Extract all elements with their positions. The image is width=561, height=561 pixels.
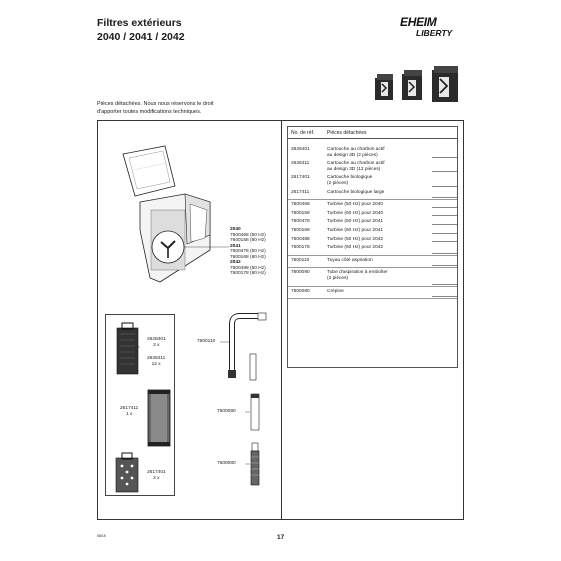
part-ref: 7600168 [291, 227, 310, 233]
table-row [288, 287, 457, 300]
turbine-model-list: 2040 7600468 (50 Hz) 7600158 (60 Hz) 2041 7600478 (50 Hz) 7600168 (60 Hz) 2042 7600488 (50 Hz) 7600178 (60 Hz) [230, 227, 266, 276]
footer-code: 08/15 [97, 534, 106, 538]
callout-7600110: 7600110 [197, 339, 216, 344]
page-number: 17 [277, 534, 285, 541]
spare-parts-table [287, 126, 458, 368]
quantity-blank [432, 233, 457, 234]
column-ref: No. de réf. [291, 129, 315, 136]
part-ref: 7600178 [291, 245, 310, 251]
carbon-cartridge-drawing [115, 322, 140, 377]
part-ref: 2628401 [291, 147, 310, 152]
part-description-line: Crépine [327, 288, 344, 294]
brand-line: LIBERTY [416, 28, 453, 38]
part-description-line: au design 3D (2 pièces) [327, 152, 378, 158]
bio-cartridge-large-drawing [145, 388, 173, 448]
strainer-drawing [245, 442, 265, 487]
table-row [288, 243, 457, 256]
part-description [327, 237, 429, 243]
quantity-blank [432, 186, 457, 187]
callout-7600080: 7600080 [217, 461, 236, 466]
part-description-line: Tuyau côté aspiration [327, 257, 373, 263]
part-description-line: Tube d'aspiration à emboîter [327, 270, 388, 276]
part-description-line: Turbine (60 Hz) pour 2042 [327, 245, 384, 251]
spare-parts-note: Pièces détachées. Nous nous réservons le droit d'apporter toutes modifications techniques. [97, 101, 214, 115]
part-description [327, 147, 429, 158]
part-ref: 7600468 [291, 202, 310, 208]
part-description [327, 175, 429, 186]
quantity-blank [432, 197, 457, 198]
part-description-line: Turbine (50 Hz) pour 2042 [327, 236, 384, 242]
part-ref: 7600478 [291, 219, 310, 225]
callout-2617401: 2617401 2 x [147, 470, 166, 481]
part-description-line: Turbine (50 Hz) pour 2040 [327, 202, 384, 208]
part-ref: 2617401 [291, 175, 310, 181]
callout-7600090: 7600090 [217, 409, 236, 414]
part-description-line: Turbine (50 Hz) pour 2041 [327, 219, 384, 225]
quantity-blank [432, 224, 457, 225]
quantity-blank [432, 284, 457, 285]
part-description [327, 270, 429, 281]
table-header [288, 127, 457, 139]
callout-2617411: 2617411 1 x [120, 406, 139, 417]
part-ref: 7600090 [291, 270, 310, 276]
quantity-blank [432, 241, 457, 242]
filter-lid-drawing [123, 146, 175, 196]
table-row [288, 256, 457, 269]
filter-2040-image [375, 74, 393, 100]
callout-2628401: 2628401 2 x [147, 337, 166, 348]
table-row [288, 268, 457, 286]
part-description [327, 289, 429, 295]
part-description [327, 228, 429, 234]
intake-pipe-drawing [220, 312, 270, 382]
part-description-line: Turbine (60 Hz) pour 2041 [327, 227, 384, 233]
part-description [327, 202, 429, 208]
part-description [327, 161, 429, 172]
table-row [288, 159, 457, 173]
table-row [288, 235, 457, 244]
eheim-logo [400, 16, 464, 40]
part-description [327, 245, 429, 251]
bio-cartridge-drawing [113, 452, 143, 494]
part-description-line: (2 pièces) [327, 180, 349, 186]
part-ref: 7600158 [291, 210, 310, 216]
part-ref: 2628411 [291, 161, 310, 167]
part-description [327, 211, 429, 217]
suction-tube-drawing [245, 392, 265, 432]
quantity-blank [432, 215, 457, 216]
part-ref: 2617411 [291, 189, 310, 195]
table-row [288, 226, 457, 235]
part-ref: 7600080 [291, 288, 310, 294]
part-description-line: Cartouche au charbon actif [327, 147, 385, 152]
table-row [288, 209, 457, 218]
part-description [327, 258, 429, 264]
table-row [288, 188, 457, 201]
part-description-line: Cartouche biologique large [327, 189, 385, 195]
filter-2042-image [432, 66, 458, 102]
part-ref: 7600110 [291, 257, 310, 263]
table-blank-area [288, 299, 457, 367]
part-description-line: au design 3D (12 pièces) [327, 166, 381, 172]
brand-name: EHEIM [400, 15, 437, 29]
column-parts: Pièces détachées [327, 129, 367, 136]
table-body [288, 139, 457, 299]
page-title: Filtres extérieurs [97, 17, 182, 29]
filter-exploded-drawing [115, 140, 230, 290]
quantity-blank [432, 296, 457, 297]
quantity-blank [432, 157, 457, 158]
part-description-line: Cartouche au charbon actif [327, 161, 385, 167]
table-row [288, 200, 457, 209]
part-description [327, 219, 429, 225]
part-description [327, 190, 429, 196]
part-description-line: Turbine (60 Hz) pour 2040 [327, 210, 384, 216]
part-description-line: Cartouche biologique [327, 175, 373, 181]
table-row [288, 139, 457, 159]
page-subtitle: 2040 / 2041 / 2042 [97, 31, 185, 43]
quantity-blank [432, 207, 457, 208]
table-row [288, 173, 457, 187]
quantity-blank [432, 171, 457, 172]
filter-2041-image [402, 70, 422, 100]
table-row [288, 217, 457, 226]
quantity-blank [432, 265, 457, 266]
filter-models-image [370, 64, 470, 114]
callout-2628411: 2628411 12 x [147, 356, 166, 367]
quantity-blank [432, 253, 457, 254]
part-description-line: (2 pièces) [327, 275, 349, 281]
part-ref: 7600488 [291, 236, 310, 242]
